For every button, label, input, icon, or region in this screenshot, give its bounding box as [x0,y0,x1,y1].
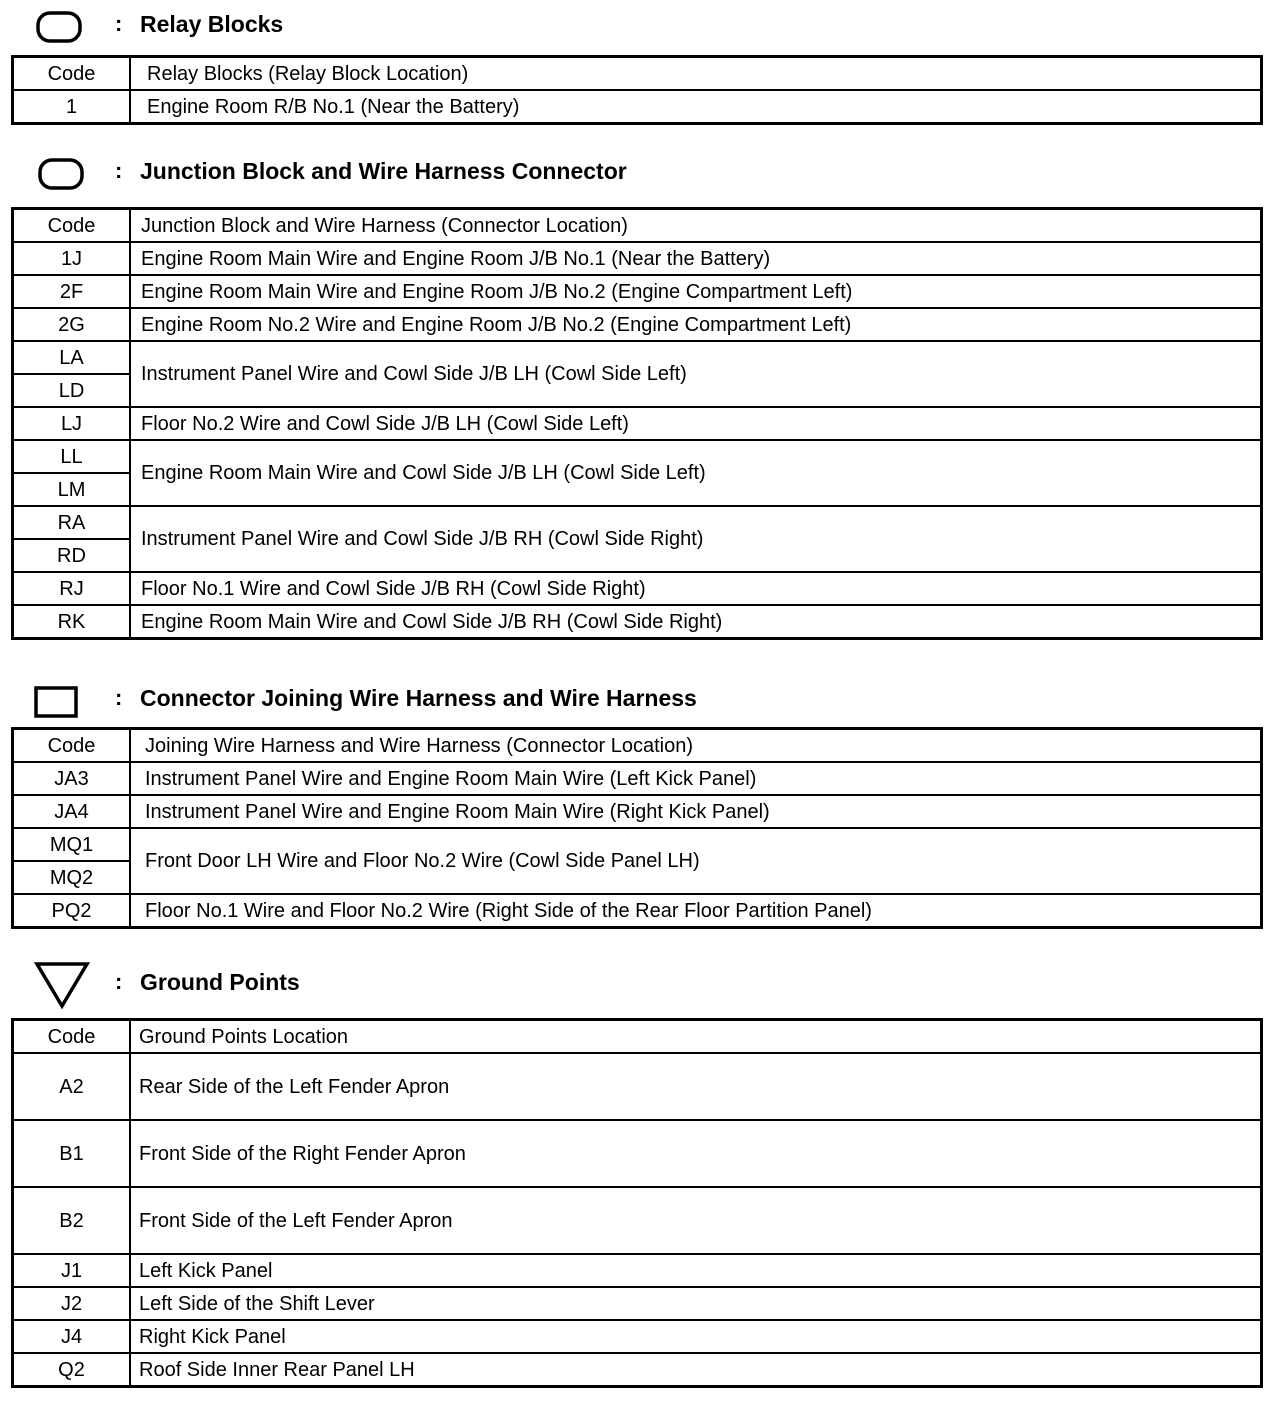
junction-table [11,207,1263,640]
row-code: J4 [13,1320,131,1353]
table-row [13,1353,1262,1387]
row-code: Q2 [13,1353,131,1387]
row-desc: Instrument Panel Wire and Engine Room Main Wire (Left Kick Panel) [130,762,1262,795]
row-desc: Floor No.1 Wire and Cowl Side J/B RH (Cowl Side Right) [130,572,1262,605]
ground-section-header [0,960,900,1000]
row-code: RD [13,539,131,572]
table-row [13,605,1262,639]
row-code: B1 [13,1120,131,1187]
relay-section-header [0,8,900,48]
row-desc: Instrument Panel Wire and Engine Room Main Wire (Right Kick Panel) [130,795,1262,828]
header-code: Code [13,729,131,763]
row-desc: Roof Side Inner Rear Panel LH [130,1353,1262,1387]
row-desc: Left Side of the Shift Lever [130,1287,1262,1320]
table-row [13,242,1262,275]
row-code: LL [13,440,131,473]
header-desc: Joining Wire Harness and Wire Harness (Connector Location) [130,729,1262,763]
row-desc: Engine Room No.2 Wire and Engine Room J/B No.2 (Engine Compartment Left) [130,308,1262,341]
row-code: JA4 [13,795,131,828]
table-row [13,572,1262,605]
section-title: Relay Blocks [140,11,284,37]
header-desc: Ground Points Location [130,1020,1262,1054]
table-header-row [13,57,1262,91]
joining-section-header [0,684,900,724]
row-desc: Engine Room Main Wire and Cowl Side J/B LH (Cowl Side Left) [130,440,1262,506]
row-code: LD [13,374,131,407]
ground-table [11,1018,1263,1388]
table-row [13,795,1262,828]
row-desc: Front Side of the Left Fender Apron [130,1187,1262,1254]
colon: : [115,685,123,710]
table-row [13,407,1262,440]
colon: : [115,969,123,994]
row-desc: Left Kick Panel [130,1254,1262,1287]
row-code: LJ [13,407,131,440]
table-header-row [13,1020,1262,1054]
square-icon [33,685,79,719]
row-code: PQ2 [13,894,131,928]
header-code: Code [13,209,131,243]
row-code: LA [13,341,131,374]
row-code: LM [13,473,131,506]
colon: : [115,11,123,36]
table-row [13,1254,1262,1287]
table-row [13,894,1262,928]
table-header-row [13,729,1262,763]
row-desc: Front Door LH Wire and Floor No.2 Wire (Cowl Side Panel LH) [130,828,1262,894]
row-code: 2G [13,308,131,341]
row-desc: Instrument Panel Wire and Cowl Side J/B RH (Cowl Side Right) [130,506,1262,572]
row-desc: Right Kick Panel [130,1320,1262,1353]
row-desc: Floor No.2 Wire and Cowl Side J/B LH (Cowl Side Left) [130,407,1262,440]
table-row [13,828,1262,861]
table-row [13,762,1262,795]
table-row [13,440,1262,473]
table-row [13,1120,1262,1187]
relay-table [11,55,1263,125]
triangle-down-icon [33,960,91,1010]
row-code: RK [13,605,131,639]
table-row [13,90,1262,124]
table-header-row [13,209,1262,243]
row-code: J2 [13,1287,131,1320]
header-desc: Junction Block and Wire Harness (Connector Location) [130,209,1262,243]
row-desc: Engine Room Main Wire and Engine Room J/B No.2 (Engine Compartment Left) [130,275,1262,308]
table-row [13,308,1262,341]
table-row [13,275,1262,308]
row-code: JA3 [13,762,131,795]
row-code: J1 [13,1254,131,1287]
row-code: MQ1 [13,828,131,861]
row-code: 1 [13,90,131,124]
section-title: Junction Block and Wire Harness Connector [140,158,627,184]
row-desc: Engine Room Main Wire and Engine Room J/B No.1 (Near the Battery) [130,242,1262,275]
table-row [13,1287,1262,1320]
row-desc: Rear Side of the Left Fender Apron [130,1053,1262,1120]
row-desc: Engine Room Main Wire and Cowl Side J/B RH (Cowl Side Right) [130,605,1262,639]
table-row [13,341,1262,374]
row-code: 1J [13,242,131,275]
header-desc: Relay Blocks (Relay Block Location) [130,57,1262,91]
row-code: 2F [13,275,131,308]
row-desc: Instrument Panel Wire and Cowl Side J/B LH (Cowl Side Left) [130,341,1262,407]
header-code: Code [13,1020,131,1054]
rounded-rect-icon [38,158,84,190]
rounded-rect-icon [36,11,82,43]
table-row [13,1187,1262,1254]
row-code: RJ [13,572,131,605]
table-row [13,506,1262,539]
section-title: Connector Joining Wire Harness and Wire Harness [140,685,697,711]
row-code: MQ2 [13,861,131,894]
section-title: Ground Points [140,969,300,995]
row-code: A2 [13,1053,131,1120]
row-code: B2 [13,1187,131,1254]
joining-table [11,727,1263,929]
table-row [13,1053,1262,1120]
table-row [13,1320,1262,1353]
colon: : [115,158,123,183]
junction-section-header [0,157,900,197]
row-desc: Front Side of the Right Fender Apron [130,1120,1262,1187]
row-desc: Engine Room R/B No.1 (Near the Battery) [130,90,1262,124]
header-code: Code [13,57,131,91]
row-desc: Floor No.1 Wire and Floor No.2 Wire (Right Side of the Rear Floor Partition Panel) [130,894,1262,928]
row-code: RA [13,506,131,539]
